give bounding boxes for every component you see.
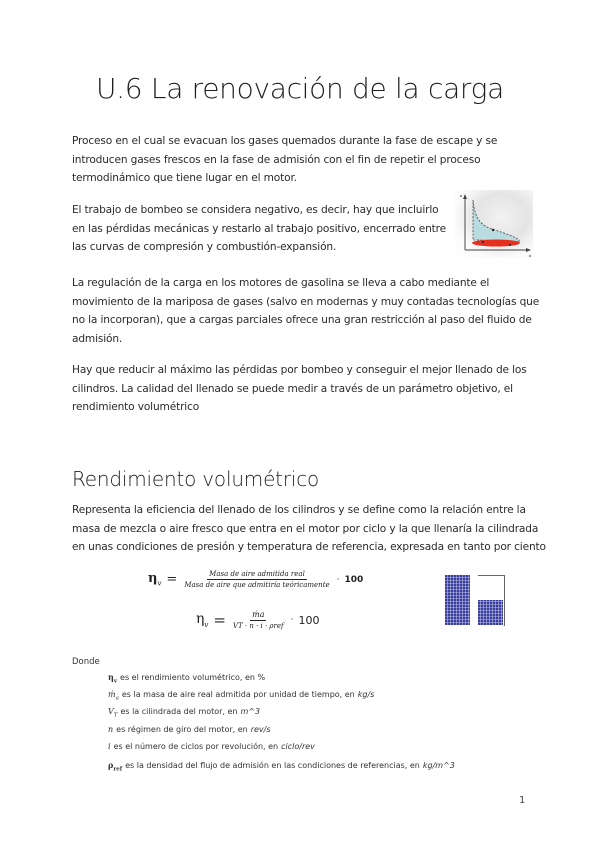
eta-symbol: $\eta_v$	[148, 571, 162, 588]
pv-diagram-image	[455, 190, 533, 258]
pv-diagram-icon	[455, 190, 533, 258]
denominator: VT · n · i · ρref	[232, 622, 284, 630]
paragraph-load-regulation: La regulación de la carga en los motores de gasolina se lleva a cabo mediante el movimiento de la mariposa de gases (salvo en modernas y muy contadas tecnologías que no la incorporan), que a cargas parciales ofrece una gran restricción al paso del fluido de admisión.	[72, 277, 540, 345]
section-heading: Rendimiento volumétrico	[72, 467, 320, 491]
formula-verbal: $\eta_v$ = $\frac{\text{Masa de aire admitida real}}{\text{Masa de aire que admitiría teóricamente}}$ · 100	[148, 570, 364, 589]
definition-item: i es el número de ciclos por revolución, en ciclo/rev	[108, 742, 315, 751]
definition-item: $V_T$ es la cilindrada del motor, en m^3	[108, 707, 261, 719]
numerator: ṁa	[252, 610, 265, 619]
definition-item: n es régimen de giro del motor, en rev/s	[108, 724, 271, 734]
paragraph-intro: Proceso en el cual se evacuan los gases quemados durante la fase de escape y se introducen gases frescos en la fase de admisión con el fin de repetir el proceso termodinámico que tiene lugar en el motor.	[72, 135, 498, 185]
denominator: Masa de aire que admitiría teóricamente	[184, 581, 330, 589]
definition-item: $\rho_{ref}$ es la densidad del flujo de admisión en las condiciones de referencias, en kg/m^3	[108, 759, 455, 773]
partial-cylinder-fill-icon	[478, 600, 503, 625]
fraction	[182, 570, 331, 589]
paragraph-pumping-work: El trabajo de bombeo se considera negativo, es decir, hay que incluirlo en las pérdidas mecánicas y restarlo al trabajo positivo, encerrado entre las curvas de compresión y combustión-expansión.	[72, 204, 447, 254]
fraction	[231, 610, 286, 630]
formula-symbolic: $\eta_v$ = $\frac{\text{ṁa}}{\text{VT · n · i · ρref}}$ · 100	[196, 610, 320, 630]
definition-item: ṁ$_a$ es la masa de aire real admitida por unidad de tiempo, en kg/s	[108, 689, 375, 702]
eta-symbol: $\eta_v$	[196, 611, 209, 629]
full-cylinder-icon	[445, 575, 470, 625]
paragraph-definition: Representa la eficiencia del llenado de los cilindros y se define como la relación entre la masa de mezcla o aire fresco que entra en el motor por ciclo y la que llenaría la cilindrada en unas condiciones de presión y temperatura de referencia, expresada en tanto por ciento	[72, 504, 546, 554]
cylinder-filling-image	[440, 573, 520, 633]
definition-item: $\eta_v$ es el rendimiento volumétrico, en %	[108, 672, 266, 685]
page-title: U.6 La renovación de la carga	[95, 72, 505, 105]
paragraph-reduce-losses: Hay que reducir al máximo las pérdidas por bombeo y conseguir el mejor llenado de los cilindros. La calidad del llenado se puede medir a través de un parámetro objetivo, el rendimiento volumétrico	[72, 364, 527, 414]
donde-label: Donde	[72, 657, 100, 667]
definitions-list	[108, 672, 455, 777]
page-number: 1	[519, 795, 526, 806]
numerator: Masa de aire admitida real	[209, 570, 305, 578]
